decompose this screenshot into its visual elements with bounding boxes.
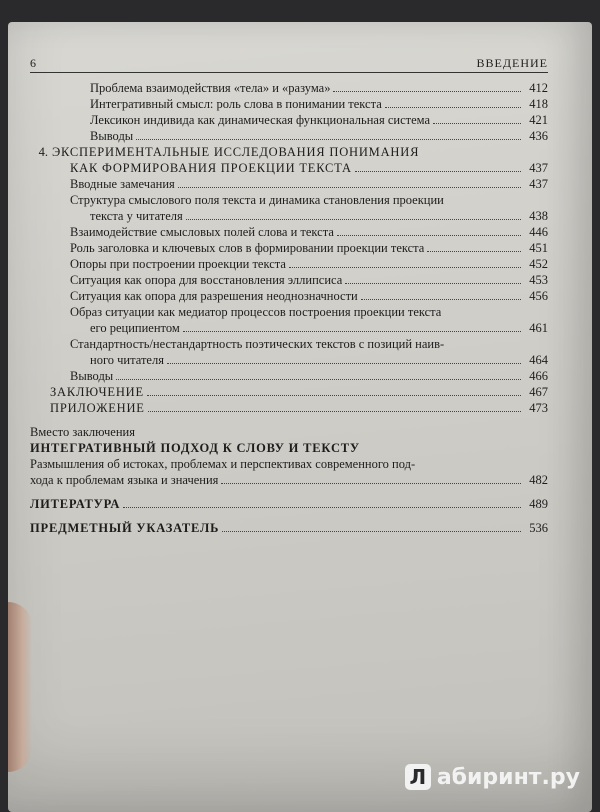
toc-entry-page: 453 [529,273,548,287]
toc-entry[interactable] [30,304,548,320]
toc-entry[interactable] [30,272,548,288]
toc-entry-page: 536 [529,521,548,535]
toc-entry-page: 446 [529,225,548,239]
toc-dot-leader [333,90,521,92]
toc-dot-leader [345,282,521,284]
toc-entry-page: 437 [529,161,548,175]
toc-entry[interactable] [30,256,548,272]
toc-entry-page: 421 [529,113,548,127]
toc-dot-leader [355,170,521,172]
toc-dot-leader [147,394,521,396]
toc-dot-leader [433,122,521,124]
toc-entry[interactable] [30,472,548,488]
toc-entry[interactable] [30,208,548,224]
toc-entry-page: 473 [529,401,548,415]
table-of-contents [30,80,548,536]
toc-entry-title: ЭКСПЕРИМЕНТАЛЬНЫЕ ИССЛЕДОВАНИЯ ПОНИМАНИЯ [52,145,420,159]
toc-dot-leader [418,467,521,468]
toc-entry[interactable] [30,128,548,144]
header-rule [30,72,548,73]
toc-entry[interactable] [30,176,548,192]
toc-dot-leader [337,234,521,236]
finger-shadow [8,602,32,772]
toc-entry[interactable] [30,424,548,440]
section-title: ВВЕДЕНИЕ [476,56,548,70]
toc-entry-title: КАК ФОРМИРОВАНИЯ ПРОЕКЦИИ ТЕКСТА [70,161,352,175]
toc-dot-leader [422,155,521,156]
toc-entry-title: Вместо заключения [30,425,135,439]
toc-entry-page: 452 [529,257,548,271]
running-header [30,56,548,72]
toc-entry-title: Опоры при построении проекции текста [70,257,286,271]
toc-entry[interactable] [30,400,548,416]
toc-entry[interactable] [30,96,548,112]
toc-entry-number: 4. [38,145,48,159]
toc-dot-leader [167,362,521,364]
toc-entry-title: Стандартность/нестандартность поэтических текстов с позиций наив- [70,337,445,351]
toc-entry-page: 461 [529,321,548,335]
toc-entry[interactable] [30,160,548,176]
toc-entry-title: Выводы [70,369,114,383]
toc-entry[interactable] [30,456,548,472]
toc-entry-title: ИНТЕГРАТИВНЫЙ ПОДХОД К СЛОВУ И ТЕКСТУ [30,441,360,455]
toc-entry-title: Размышления об истоках, проблемах и перспективах современного под- [30,457,416,471]
toc-entry[interactable] [30,368,548,384]
toc-dot-leader [385,106,521,108]
toc-entry-title: ЗАКЛЮЧЕНИЕ [50,385,144,399]
toc-dot-leader [361,298,521,300]
toc-entry-title: Выводы [90,129,134,143]
toc-entry-title: текста у читателя [90,209,183,223]
toc-entry[interactable] [30,80,548,96]
toc-entry-title: Взаимодействие смысловых полей слова и текста [70,225,334,239]
toc-entry[interactable] [30,224,548,240]
toc-entry-page: 467 [529,385,548,399]
toc-entry-page: 456 [529,289,548,303]
toc-dot-leader [447,347,521,348]
toc-entry-title: Образ ситуации как медиатор процессов построения проекции текста [70,305,442,319]
toc-entry-title: ПРИЛОЖЕНИЕ [50,401,145,415]
toc-dot-leader [222,530,521,532]
toc-entry-title: Проблема взаимодействия «тела» и «разума» [90,81,331,95]
toc-spacer [30,512,548,520]
toc-entry[interactable] [30,144,548,160]
toc-entry-page: 438 [529,209,548,223]
toc-entry-title: Интегративный смысл: роль слова в понимании текста [90,97,382,111]
toc-entry[interactable] [30,288,548,304]
toc-entry-title: Ситуация как опора для разрешения неоднозначности [70,289,358,303]
toc-entry[interactable] [30,496,548,512]
toc-dot-leader [444,315,521,316]
toc-dot-leader [447,203,521,204]
toc-dot-leader [221,482,521,484]
toc-entry-title: Структура смыслового поля текста и динамика становления проекции [70,193,444,207]
toc-entry-title: Ситуация как опора для восстановления эллипсиса [70,273,343,287]
labirint-watermark [405,764,580,790]
toc-dot-leader [138,435,521,436]
toc-entry[interactable] [30,192,548,208]
toc-entry-page: 436 [529,129,548,143]
toc-dot-leader [186,218,521,220]
toc-spacer [30,488,548,496]
toc-entry-title: Вводные замечания [70,177,175,191]
toc-entry[interactable] [30,112,548,128]
labirint-logo-icon: Л [405,764,431,790]
toc-entry[interactable] [30,440,548,456]
toc-entry-title: ного читателя [90,353,164,367]
toc-dot-leader [363,451,521,452]
toc-entry-page: 489 [529,497,548,511]
toc-dot-leader [123,506,521,508]
toc-entry-page: 466 [529,369,548,383]
watermark-text: абиринт.ру [436,764,580,790]
toc-dot-leader [427,250,521,252]
toc-dot-leader [178,186,521,188]
toc-dot-leader [289,266,521,268]
toc-entry-page: 412 [529,81,548,95]
toc-entry-title: ЛИТЕРАТУРА [30,497,121,511]
toc-entry-title: хода к проблемам языка и значения [30,473,219,487]
toc-entry-title: его реципиентом [90,321,180,335]
toc-entry[interactable] [30,320,548,336]
toc-dot-leader [116,378,521,380]
page-number: 6 [30,56,36,70]
toc-entry[interactable] [30,240,548,256]
toc-dot-leader [136,138,521,140]
toc-entry-title: Роль заголовка и ключевых слов в формировании проекции текста [70,241,425,255]
toc-dot-leader [183,330,521,332]
toc-entry-page: 451 [529,241,548,255]
toc-entry-title: Лексикон индивида как динамическая функциональная система [90,113,431,127]
toc-entry-page: 482 [529,473,548,487]
toc-entry[interactable] [30,336,548,352]
toc-entry-page: 464 [529,353,548,367]
toc-dot-leader [148,410,521,412]
toc-entry-page: 418 [529,97,548,111]
toc-entry-page: 437 [529,177,548,191]
toc-entry[interactable] [30,520,548,536]
toc-spacer [30,416,548,424]
toc-entry-title: ПРЕДМЕТНЫЙ УКАЗАТЕЛЬ [30,521,220,535]
toc-entry[interactable] [30,384,548,400]
toc-entry[interactable] [30,352,548,368]
